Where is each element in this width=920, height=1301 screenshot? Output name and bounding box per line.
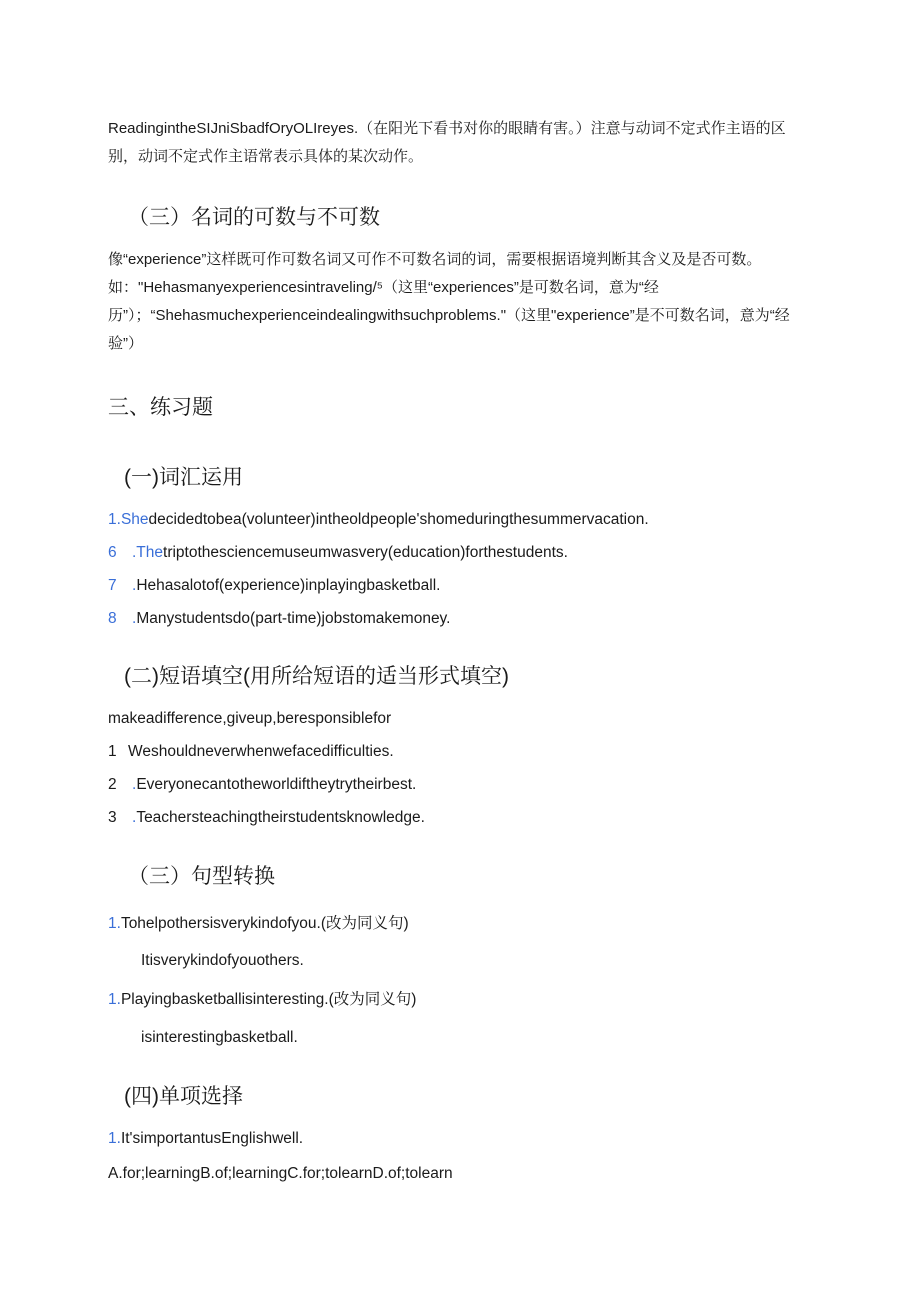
item-number: 7 (108, 577, 117, 594)
item-text: triptothesciencemuseumwasvery(education)forthestudents. (163, 544, 568, 561)
vocab-item (108, 575, 440, 597)
item-text: Everyonecantotheworldiftheytrytheirbest. (136, 776, 417, 793)
part-exercises-title: 三、练习题 (108, 396, 213, 419)
item-number: 1. (108, 511, 121, 528)
item-number: 8 (108, 610, 117, 627)
item-number: 6 (108, 544, 117, 561)
phrase-options: makeadifference,giveup,beresponsiblefor (108, 710, 392, 727)
item-number: 1. (108, 991, 121, 1008)
choice-heading: (四)单项选择 (124, 1085, 243, 1108)
vocab-item (108, 608, 450, 630)
item-text: It'simportantusEnglishwell. (120, 1130, 304, 1147)
vocab-heading: (一)词汇运用 (124, 466, 243, 489)
item-dot: . (132, 776, 137, 793)
transform-item (108, 913, 409, 935)
phrase-item (108, 741, 394, 763)
item-number: 1. (108, 915, 121, 932)
transform-item (108, 989, 416, 1011)
item-text: Weshouldneverwhenwefacedifficulties. (128, 743, 394, 760)
item-dot: . (132, 809, 137, 826)
item-lead: She (120, 511, 149, 528)
section-heading-countable-nouns: （三）名词的可数与不可数 (128, 206, 380, 229)
vocab-item (108, 542, 568, 564)
choice-options: A.for;learningB.of;learningC.for;tolearnD.of;tolearn (108, 1165, 453, 1182)
item-lead: .The (132, 544, 164, 561)
intro-paragraph: ReadingintheSIJniSbadfOryOLIreyes.（在阳光下看书对你的眼睛有害。）注意与动词不定式作主语的区别，动词不定式作主语常表示具体的某次动作。 (108, 120, 786, 165)
choice-question (108, 1128, 303, 1150)
item-text: Tohelpothersisverykindofyou.(改为同义句) (120, 915, 409, 932)
vocab-item (108, 509, 649, 531)
countable-nouns-paragraph: 像“experience”这样既可作可数名词又可作不可数名词的词，需要根据语境判断其含义及是否可数。如："Hehasmanyexperiencesintraveling/⁵（这里“experiences”是可数名词，意为“经历”）；“Shehasmuchexperienceindealingwithsuchproblems."（这里"experience”是不可数名词，意为“经验”） (108, 251, 790, 352)
transform-heading: （三）句型转换 (128, 865, 275, 888)
item-number: 3 (108, 809, 117, 826)
item-text: Hehasalotof(experience)inplayingbasketball. (136, 577, 441, 594)
item-text: Manystudentsdo(part-time)jobstomakemoney. (136, 610, 451, 627)
item-text: Teachersteachingtheirstudentsknowledge. (136, 809, 425, 826)
item-lead: . (132, 610, 137, 627)
transform-answer: isinterestingbasketball. (141, 1029, 298, 1046)
item-number: 1. (108, 1130, 121, 1147)
item-text: decidedtobea(volunteer)intheoldpeople'shomeduringthesummervacation. (148, 511, 649, 528)
item-number: 2 (108, 776, 117, 793)
phrase-item (108, 774, 416, 796)
item-text: Playingbasketballisinteresting.(改为同义句) (120, 991, 417, 1008)
item-lead: . (132, 577, 137, 594)
item-number: 1 (108, 743, 117, 760)
transform-answer: Itisverykindofyouothers. (141, 952, 304, 969)
phrase-item (108, 807, 425, 829)
phrase-heading: (二)短语填空(用所给短语的适当形式填空) (124, 665, 509, 688)
